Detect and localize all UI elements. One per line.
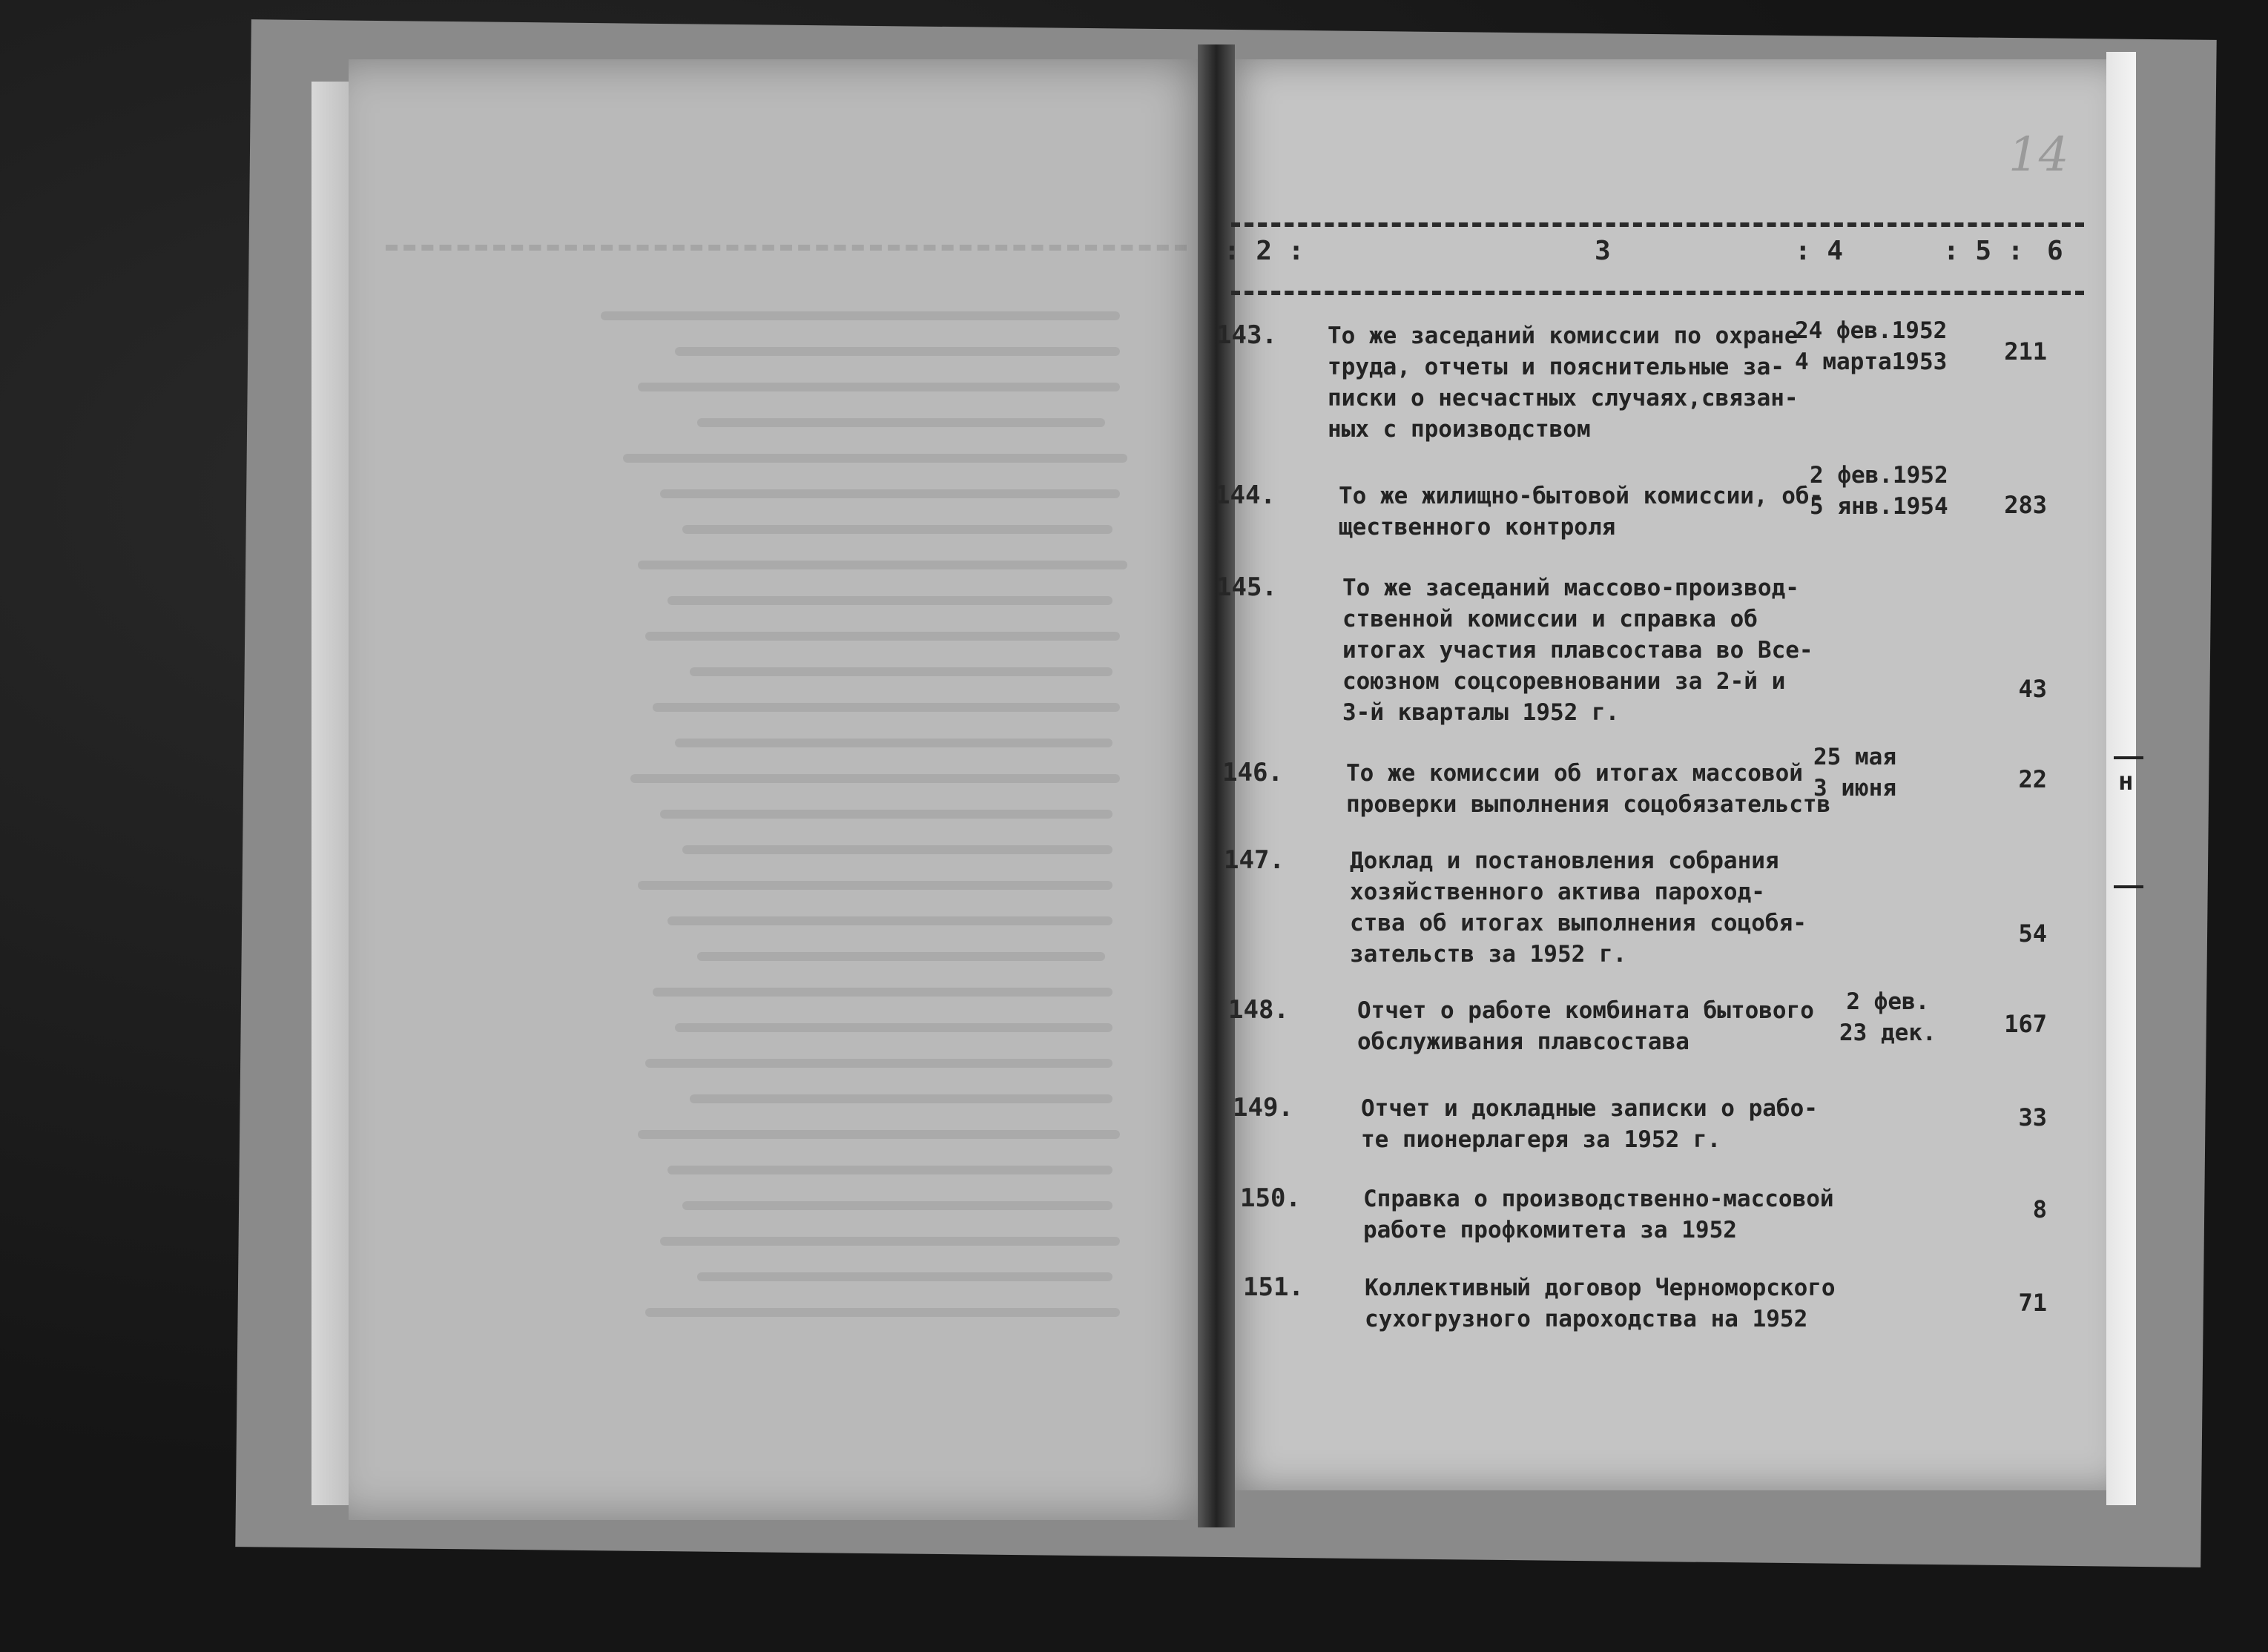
- row-dates: [1839, 986, 1936, 1048]
- date-line: 5 янв.1954: [1810, 493, 1948, 520]
- description-line: То же заседаний комиссии по охране: [1328, 323, 1799, 349]
- row-dates: [1810, 460, 1948, 522]
- description-line: То же комиссии об итогах массовой: [1346, 760, 1803, 787]
- description-line: Отчет о работе комбината бытового: [1357, 997, 1814, 1024]
- pencil-page-number: 14: [2008, 128, 2069, 182]
- header-col-2: : 2 :: [1224, 236, 1305, 266]
- description-line: труда, отчеты и пояснительные за-: [1328, 354, 1784, 380]
- row-page-count: 43: [2018, 675, 2047, 703]
- description-line: 3-й кварталы 1952 г.: [1342, 699, 1620, 726]
- date-line: 25 мая: [1813, 744, 1896, 770]
- description-line: писки о несчастных случаях,связан-: [1328, 385, 1799, 412]
- row-page-count: 71: [2018, 1289, 2047, 1317]
- description-line: Отчет и докладные записки о рабо-: [1361, 1095, 1818, 1122]
- row-description: [1328, 320, 1799, 445]
- row-description: [1357, 995, 1814, 1057]
- header-col-4: : 4: [1795, 236, 1844, 266]
- description-line: сухогрузного пароходства на 1952: [1365, 1306, 1808, 1332]
- date-line: 23 дек.: [1839, 1020, 1936, 1046]
- row-page-count: 283: [2004, 491, 2047, 519]
- description-line: ных с производством: [1328, 416, 1591, 443]
- row-number: 145.: [1216, 572, 1277, 602]
- date-line: 3 июня: [1813, 775, 1896, 802]
- row-number: 146.: [1222, 758, 1283, 787]
- description-line: То же заседаний массово-производ-: [1342, 575, 1799, 601]
- row-number: 147.: [1224, 845, 1285, 875]
- header-rule-top: [1231, 222, 2084, 227]
- left-page-bleed-through: [415, 311, 1157, 1364]
- row-number: 148.: [1228, 995, 1289, 1025]
- description-line: Справка о производственно-массовой: [1363, 1186, 1834, 1212]
- date-line: 2 фев.1952: [1810, 462, 1948, 489]
- description-line: работе профкомитета за 1952: [1363, 1217, 1737, 1243]
- row-page-count: 22: [2018, 765, 2047, 793]
- row-page-count: 33: [2018, 1103, 2047, 1131]
- row-number: 149.: [1233, 1093, 1293, 1123]
- description-line: обслуживания плавсостава: [1357, 1028, 1690, 1055]
- date-line: 4 марта1953: [1795, 348, 1948, 375]
- description-line: ства об итогах выполнения соцобя-: [1350, 910, 1807, 936]
- row-description: [1339, 480, 1823, 543]
- description-line: хозяйственного актива пароход-: [1350, 879, 1765, 905]
- header-rule-bottom: [1231, 291, 2084, 295]
- row-description: [1361, 1093, 1818, 1155]
- row-dates: [1795, 315, 1947, 377]
- description-line: Коллективный договор Черноморского: [1365, 1275, 1836, 1301]
- side-tab-letter: н: [2118, 767, 2134, 796]
- header-col-5: : 5 :: [1943, 236, 2024, 266]
- description-line: То же жилищно-бытовой комиссии, об-: [1339, 483, 1824, 509]
- row-number: 143.: [1216, 320, 1277, 350]
- row-number: 150.: [1240, 1183, 1301, 1213]
- row-description: [1363, 1183, 1834, 1246]
- row-number: 144.: [1215, 480, 1276, 510]
- row-description: [1342, 572, 1813, 728]
- row-page-count: 167: [2004, 1010, 2047, 1038]
- description-line: ственной комиссии и справка об: [1342, 606, 1758, 632]
- row-description: [1346, 758, 1830, 820]
- row-description: [1365, 1272, 1836, 1335]
- description-line: те пионерлагеря за 1952 г.: [1361, 1126, 1721, 1153]
- row-page-count: 8: [2032, 1195, 2047, 1223]
- description-line: союзном соцсоревновании за 2-й и: [1342, 668, 1786, 695]
- description-line: итогах участия плавсостава во Все-: [1342, 637, 1813, 664]
- row-number: 151.: [1243, 1272, 1304, 1302]
- description-line: Доклад и постановления собрания: [1350, 848, 1779, 874]
- description-line: проверки выполнения соцобязательств: [1346, 791, 1831, 818]
- description-line: зательств за 1952 г.: [1350, 941, 1627, 968]
- row-page-count: 211: [2004, 337, 2047, 366]
- left-page-bleed-rule: [386, 245, 1187, 295]
- date-line: 24 фев.1952: [1795, 317, 1948, 344]
- header-col-3: 3: [1595, 236, 1611, 266]
- row-dates: [1813, 741, 1896, 804]
- header-col-6: 6: [2047, 236, 2063, 266]
- date-line: 2 фев.: [1846, 988, 1930, 1015]
- row-page-count: 54: [2018, 919, 2047, 948]
- description-line: щественного контроля: [1339, 514, 1616, 541]
- row-description: [1350, 845, 1807, 970]
